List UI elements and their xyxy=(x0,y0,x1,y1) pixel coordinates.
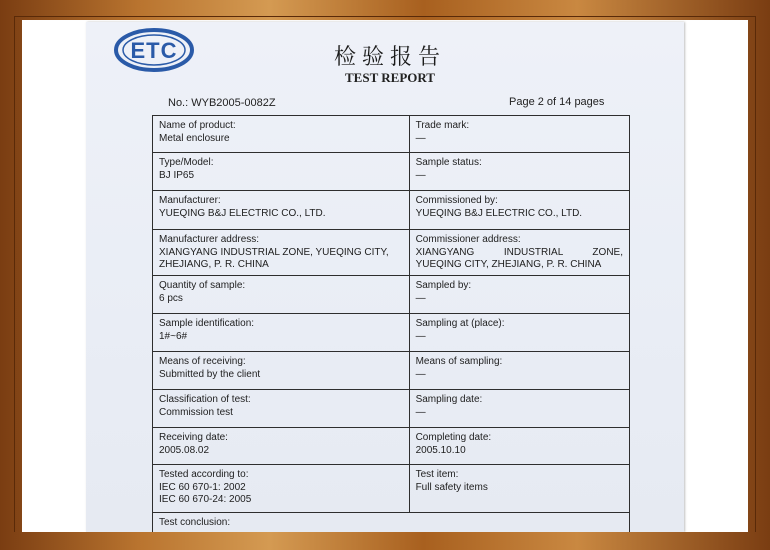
svg-text:ETC: ETC xyxy=(130,38,178,63)
field-cell: Name of product: Metal enclosure xyxy=(153,116,410,153)
etc-logo xyxy=(114,28,194,72)
table-row xyxy=(153,191,630,230)
table-row xyxy=(153,390,630,428)
field-cell: Trade mark: — xyxy=(409,116,629,153)
field-cell: Sampling at (place): — xyxy=(409,314,629,352)
field-cell: Sampled by: — xyxy=(409,276,629,314)
field-cell: Completing date: 2005.10.10 xyxy=(409,428,629,465)
report-number: No.: WYB2005-0082Z xyxy=(168,97,276,109)
field-cell: Tested according to: IEC 60 670-1: 2002 IEC 60 670-24: 2005 xyxy=(153,465,410,513)
table-row xyxy=(153,276,630,314)
table-row xyxy=(153,116,630,153)
conclusion-cell: Test conclusion: xyxy=(153,513,630,543)
field-cell: Type/Model: BJ IP65 xyxy=(153,153,410,191)
field-cell: Test item: Full safety items xyxy=(409,465,629,513)
field-cell: Commissioner address: XIANGYANG INDUSTRIAL ZONE, YUEQING CITY, ZHEJIANG, P. R. CHINA xyxy=(409,230,629,276)
report-info-table xyxy=(152,115,630,543)
field-cell: Sample identification: 1#~6# xyxy=(153,314,410,352)
field-cell: Means of sampling: — xyxy=(409,352,629,390)
field-cell: Means of receiving: Submitted by the client xyxy=(153,352,410,390)
table-row xyxy=(153,428,630,465)
field-cell: Quantity of sample: 6 pcs xyxy=(153,276,410,314)
field-cell: Commissioned by: YUEQING B&J ELECTRIC CO., LTD. xyxy=(409,191,629,230)
field-cell: Classification of test: Commission test xyxy=(153,390,410,428)
field-cell: Manufacturer address: XIANGYANG INDUSTRIAL ZONE, YUEQING CITY, ZHEJIANG, P. R. CHINA xyxy=(153,230,410,276)
field-cell: Manufacturer: YUEQING B&J ELECTRIC CO., LTD. xyxy=(153,191,410,230)
table-row xyxy=(153,230,630,276)
frame-bottom-bar xyxy=(0,532,770,550)
page-indicator: Page 2 of 14 pages xyxy=(509,96,605,108)
report-title-chinese: 检验报告 xyxy=(333,45,446,70)
table-row xyxy=(153,314,630,352)
table-row xyxy=(153,153,630,191)
field-cell: Sampling date: — xyxy=(409,390,629,428)
table-row xyxy=(153,352,630,390)
field-cell: Sample status: — xyxy=(409,153,629,191)
field-cell: Receiving date: 2005.08.02 xyxy=(153,428,410,465)
table-row xyxy=(153,465,630,513)
report-title-english: TEST REPORT xyxy=(345,70,435,85)
